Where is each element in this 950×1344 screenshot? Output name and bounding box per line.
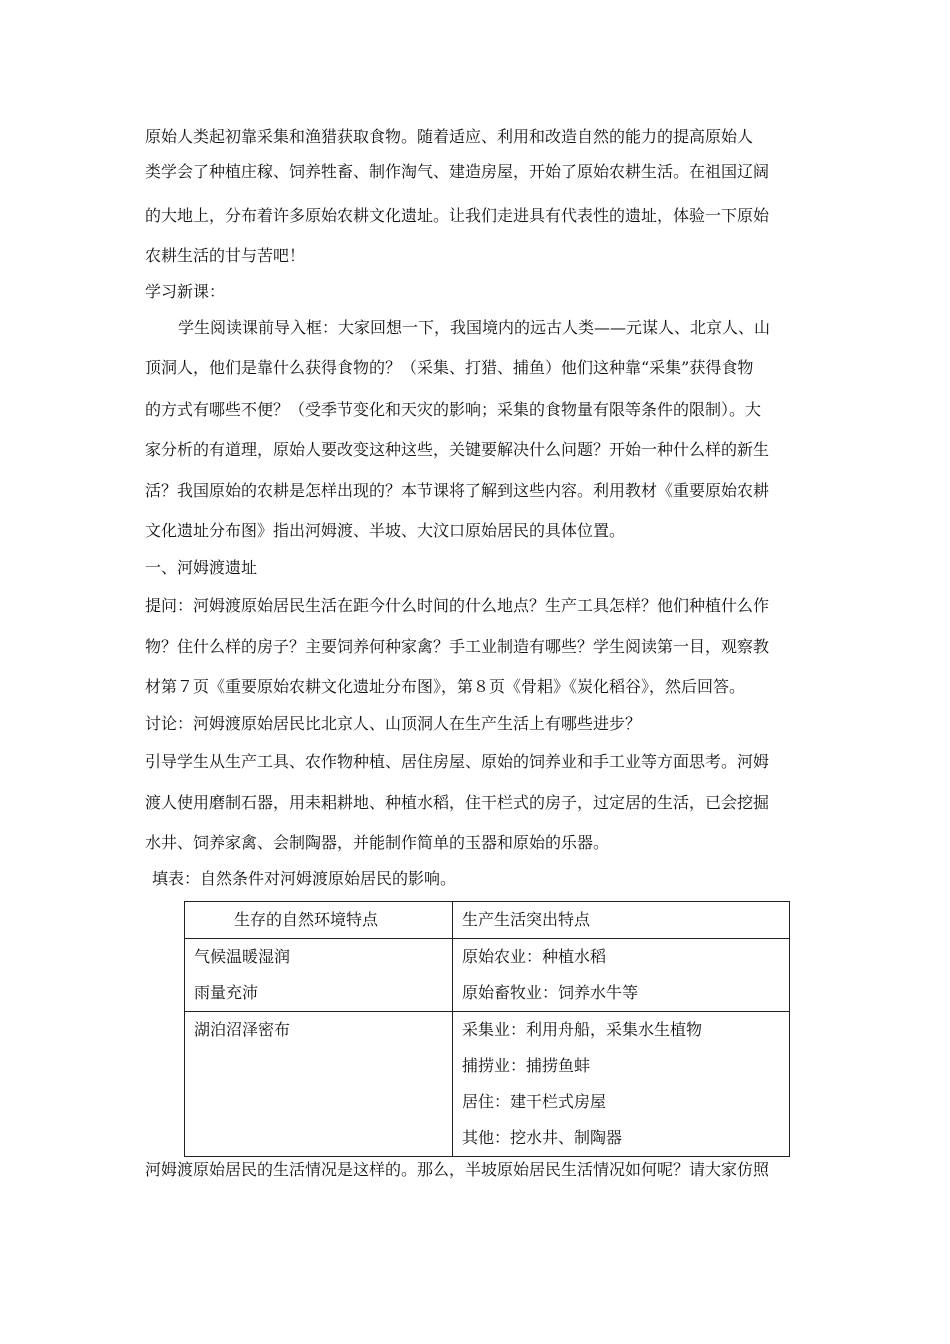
table-cell: [453, 1012, 790, 1157]
question-line-1: 提问：河姆渡原始居民生活在距今什么时间的什么地点？生产工具怎样？他们种植什么作: [145, 596, 770, 615]
table-header-features: 生产生活突出特点: [462, 910, 591, 929]
reading-line-6: 文化遗址分布图》指出河姆渡、半坡、大汶口原始居民的具体位置。: [145, 521, 626, 540]
closing-line: 河姆渡原始居民的生活情况是这样的。那么，半坡原始居民生活情况如何呢？请大家仿照: [145, 1160, 770, 1179]
question-line-2: 物？住什么样的房子？主要饲养何种家禽？手工业制造有哪些？学生阅读第一目，观察教: [145, 637, 770, 656]
table-row: [185, 939, 790, 1012]
cell-text: 雨量充沛: [194, 983, 259, 1002]
cell-text: 湖泊沼泽密布: [194, 1020, 291, 1039]
reading-line-2: 顶洞人，他们是靠什么获得食物的？（采集、打猎、捕鱼）他们这种靠“采集”获得食物: [145, 358, 754, 377]
fill-table-label: 填表：自然条件对河姆渡原始居民的影响。: [152, 869, 457, 888]
reading-line-1: 学生阅读课前导入框：大家回想一下，我国境内的远古人类——元谋人、北京人、山: [178, 318, 771, 337]
table-cell: [185, 1012, 453, 1157]
cell-text: 居住：建干栏式房屋: [462, 1092, 607, 1111]
intro-line-2: 类学会了种植庄稼、饲养牲畜、制作淘气、建造房屋，开始了原始农耕生活。在祖国辽阔: [145, 162, 770, 181]
cell-text: 其他：挖水井、制陶器: [462, 1128, 623, 1147]
guide-line-2: 渡人使用磨制石器，用耒耜耕地、种植水稻，住干栏式的房子，过定居的生活，已会挖掘: [145, 793, 770, 812]
reading-line-5: 活？我国原始的农耕是怎样出现的？本节课将了解到这些内容。利用教材《重要原始农耕: [145, 481, 770, 500]
reading-line-3: 的方式有哪些不便？（受季节变化和天灾的影响；采集的食物量有限等条件的限制）。大: [145, 400, 762, 419]
cell-text: 捕捞业：捕捞鱼蚌: [462, 1056, 591, 1075]
heading-hemudu: 一、河姆渡遗址: [145, 558, 258, 577]
table-header-row: [185, 902, 790, 939]
table-row: [185, 1012, 790, 1157]
table-header-environment: 生存的自然环境特点: [234, 910, 379, 929]
section-new-lesson: 学习新课：: [145, 282, 226, 301]
table-cell: [453, 939, 790, 1012]
table-header-cell: [453, 902, 790, 939]
cell-text: 气候温暖湿润: [194, 947, 291, 966]
guide-line-3: 水井、饲养家禽、会制陶器，并能制作简单的玉器和原始的乐器。: [145, 833, 610, 852]
discussion-line: 讨论：河姆渡原始居民比北京人、山顶洞人在生产生活上有哪些进步？: [145, 714, 642, 733]
table-cell: [185, 939, 453, 1012]
cell-text: 原始农业：种植水稻: [462, 947, 607, 966]
question-line-3: 材第７页《重要原始农耕文化遗址分布图》，第８页《骨耜》《炭化稻谷》，然后回答。: [145, 677, 746, 696]
intro-line-3: 的大地上，分布着许多原始农耕文化遗址。让我们走进具有代表性的遗址，体验一下原始: [145, 206, 770, 225]
environment-table: [184, 901, 790, 1157]
cell-text: 采集业：利用舟船，采集水生植物: [462, 1020, 703, 1039]
table-header-cell: [185, 902, 453, 939]
intro-line-1: 原始人类起初靠采集和渔猎获取食物。随着适应、利用和改造自然的能力的提高原始人: [145, 127, 754, 146]
reading-line-4: 家分析的有道理，原始人要改变这种这些，关键要解决什么问题？开始一种什么样的新生: [145, 440, 770, 459]
guide-line-1: 引导学生从生产工具、农作物种植、居住房屋、原始的饲养业和手工业等方面思考。河姆: [145, 752, 770, 771]
intro-line-4: 农耕生活的甘与苦吧！: [145, 246, 306, 265]
cell-text: 原始畜牧业：饲养水牛等: [462, 983, 639, 1002]
